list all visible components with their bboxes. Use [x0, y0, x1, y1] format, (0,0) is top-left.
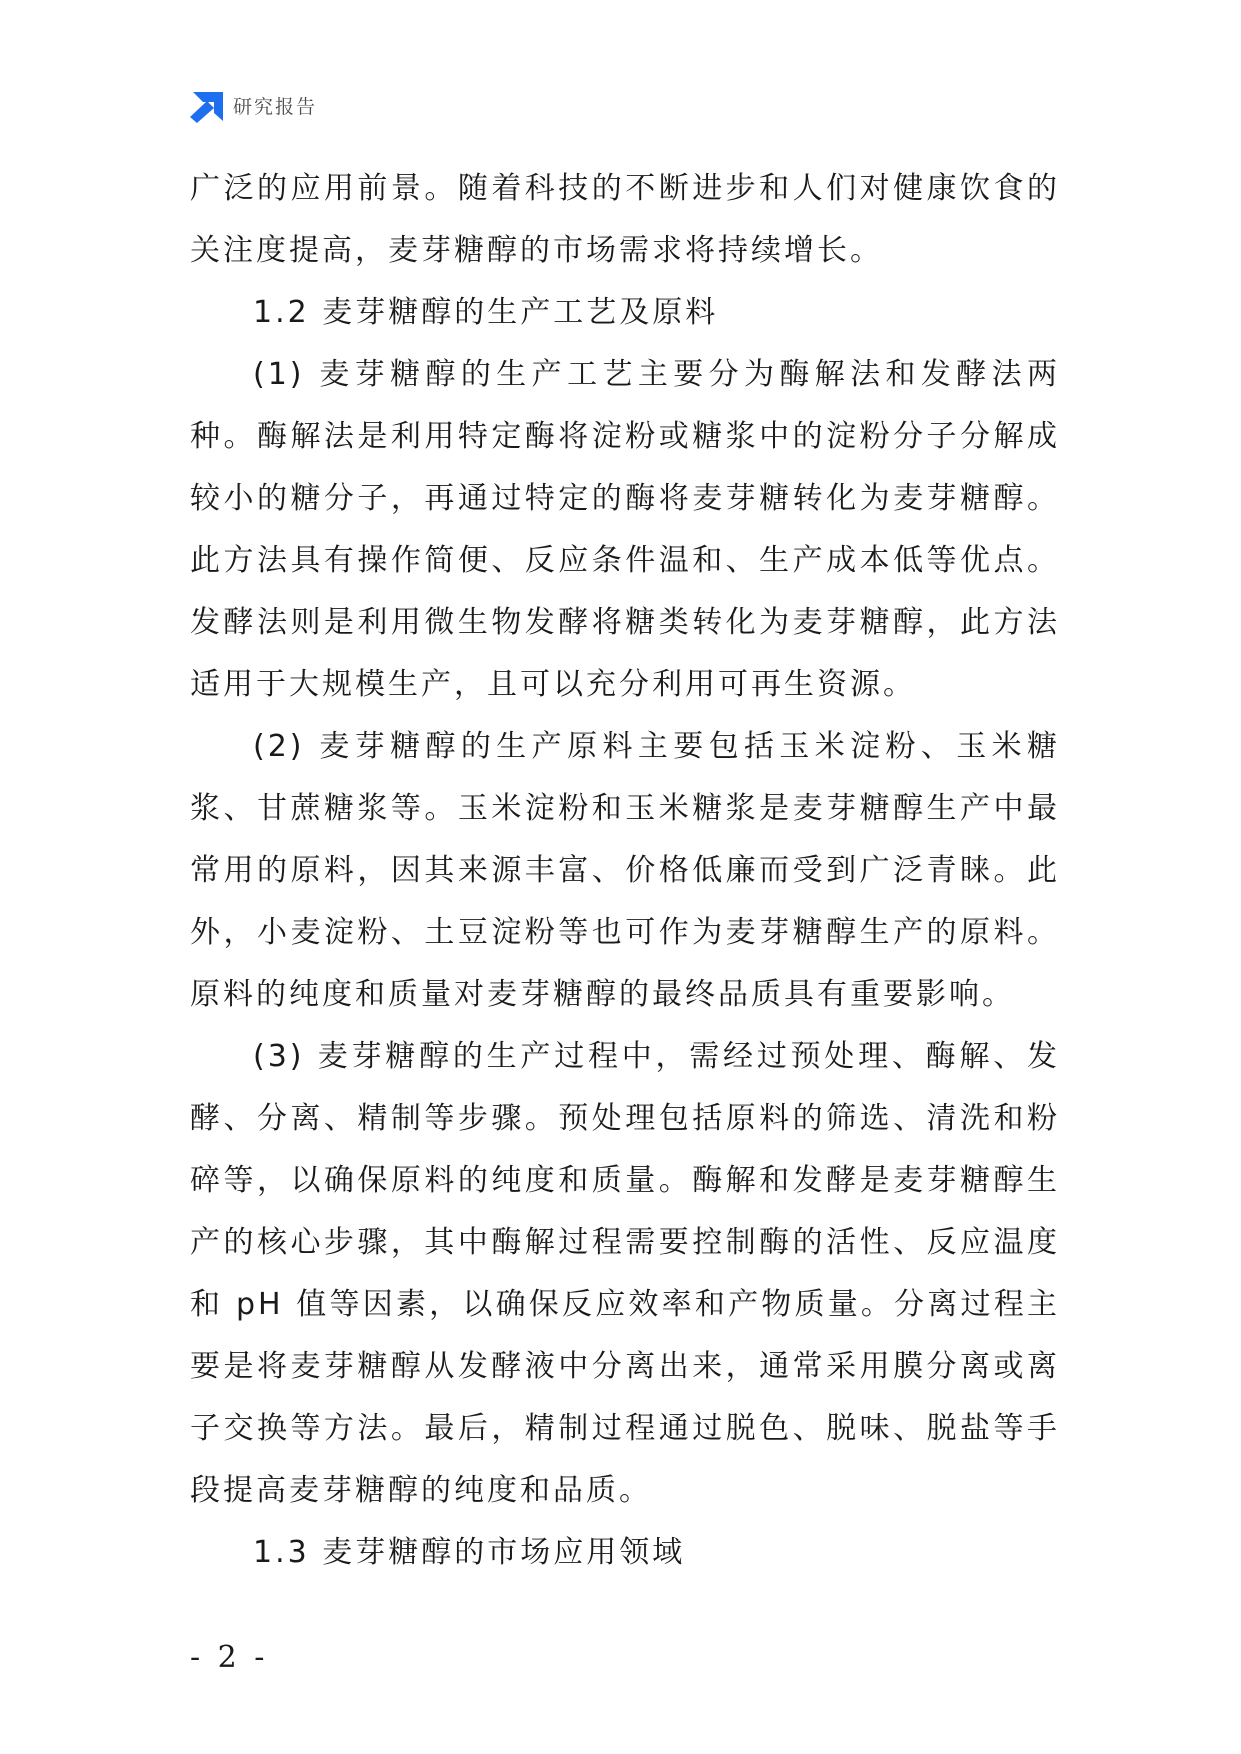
paragraph-raw-materials: (2) 麦芽糖醇的生产原料主要包括玉米淀粉、玉米糖浆、甘蔗糖浆等。玉米淀粉和玉米糖浆是麦芽糖醇生产中最常用的原料，因其来源丰富、价格低廉而受到广泛青睐。此外，小麦淀粉、土豆淀粉等也可作为麦芽糖醇生产的原料。原料的纯度和质量对麦芽糖醇的最终品质具有重要影响。: [190, 729, 1060, 1012]
page-number: - 2 -: [190, 1640, 269, 1675]
paragraph-continued: 广泛的应用前景。随着科技的不断进步和人们对健康饮食的关注度提高，麦芽糖醇的市场需求将持续增长。: [190, 171, 1060, 268]
report-header: [190, 90, 317, 124]
header-title: 研究报告: [233, 96, 318, 118]
section-heading-1-3: 1.3 麦芽糖醇的市场应用领域: [253, 1535, 686, 1570]
paragraph-production-steps: (3) 麦芽糖醇的生产过程中，需经过预处理、酶解、发酵、分离、精制等步骤。预处理包括原料的筛选、清洗和粉碎等，以确保原料的纯度和质量。酶解和发酵是麦芽糖醇生产的核心步骤，其中酶解过程需要控制酶的活性、反应温度和 pH 值等因素，以确保反应效率和产物质量。分离过程主要是将麦芽糖醇从发酵液中分离出来，通常采用膜分离或离子交换等方法。最后，精制过程通过脱色、脱味、脱盐等手段提高麦芽糖醇的纯度和品质。: [190, 1039, 1060, 1508]
document-body: [190, 158, 1060, 1584]
paragraph-production-process: (1) 麦芽糖醇的生产工艺主要分为酶解法和发酵法两种。酶解法是利用特定酶将淀粉或糖浆中的淀粉分子分解成较小的糖分子，再通过特定的酶将麦芽糖转化为麦芽糖醇。此方法具有操作简便、反应条件温和、生产成本低等优点。发酵法则是利用微生物发酵将糖类转化为麦芽糖醇，此方法适用于大规模生产，且可以充分利用可再生资源。: [190, 357, 1060, 702]
arrow-up-right-icon: [190, 92, 223, 123]
section-heading-1-2: 1.2 麦芽糖醇的生产工艺及原料: [253, 295, 719, 330]
